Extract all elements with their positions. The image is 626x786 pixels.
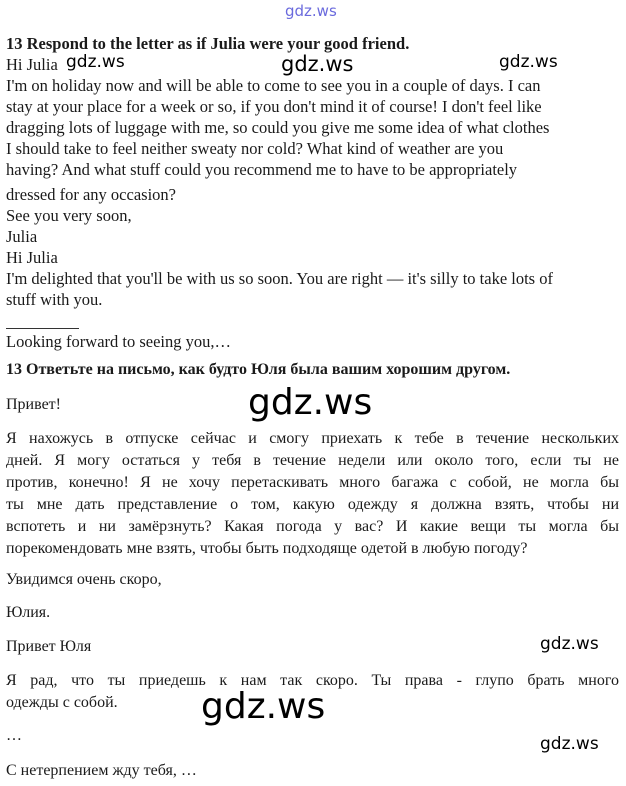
watermark: gdz.ws <box>201 686 326 727</box>
english-letter-line: dragging lots of luggage with me, so could you give me some idea of what clothes <box>6 118 550 137</box>
english-reply-line: stuff with you. <box>6 290 103 309</box>
watermark: gdz.ws <box>248 382 373 423</box>
english-heading: 13 Respond to the letter as if Julia were your good friend. <box>6 34 410 53</box>
english-letter-line: I should take to feel neither sweaty nor cold? What kind of weather are you <box>6 139 504 158</box>
russian-heading: 13 Ответьте на письмо, как будто Юля была вашим хорошим другом. <box>6 361 511 378</box>
russian-signature: Юлия. <box>6 604 51 621</box>
russian-reply-line: Я рад, что ты приедешь к нам так скоро. Ты права - глупо брать много <box>6 672 619 689</box>
watermark: gdz.ws <box>281 52 354 76</box>
english-letter-line: dressed for any occasion? <box>6 185 176 204</box>
english-letter-line: I'm on holiday now and will be able to come to see you in a couple of days. I can <box>6 76 541 95</box>
english-reply-closing: Looking forward to seeing you,… <box>6 332 231 351</box>
russian-reply-greeting: Привет Юля <box>6 638 92 655</box>
russian-letter-line: порекомендовать мне взять, чтобы быть подходяще одетой в любую погоду? <box>6 540 528 557</box>
russian-ellipsis: … <box>6 727 22 744</box>
english-reply-greeting: Hi Julia <box>6 248 58 267</box>
watermark: gdz.ws <box>499 52 558 72</box>
watermark: gdz.ws <box>540 634 599 654</box>
english-letter-line: having? And what stuff could you recommend me to have to be appropriately <box>6 160 518 179</box>
russian-closing: Увидимся очень скоро, <box>6 571 162 588</box>
watermark: gdz.ws <box>540 734 599 754</box>
russian-reply-line: одежды с собой. <box>6 694 118 711</box>
russian-letter-line: дней. Я могу остаться у тебя в течение недели или около того, если ты не <box>6 452 619 469</box>
english-letter-line: stay at your place for a week or so, if you don't mind it of course! I don't feel like <box>6 97 542 116</box>
watermark: gdz.ws <box>66 52 125 72</box>
english-signature: Julia <box>6 227 38 246</box>
russian-letter-line: вспотеть и ни замёрзнуть? Какая погода у вас? И какие вещи ты могла бы <box>6 518 619 535</box>
english-greeting: Hi Julia <box>6 55 58 74</box>
russian-reply-closing: С нетерпением жду тебя, … <box>6 762 197 779</box>
russian-greeting: Привет! <box>6 396 61 413</box>
english-reply-line: I'm delighted that you'll be with us so soon. You are right — it's silly to take lots of <box>6 269 553 288</box>
russian-letter-line: Я нахожусь в отпуске сейчас и смогу приехать к тебе в течение нескольких <box>6 430 619 447</box>
divider-rule <box>6 328 79 329</box>
russian-letter-line: ты мне дать представление о том, какую одежду я должна взять, чтобы ни <box>6 496 619 513</box>
watermark-top: gdz.ws <box>285 2 337 20</box>
russian-letter-line: против, конечно! Я не хочу перетаскивать много багажа с собой, не могла бы <box>6 474 619 491</box>
english-closing: See you very soon, <box>6 206 132 225</box>
